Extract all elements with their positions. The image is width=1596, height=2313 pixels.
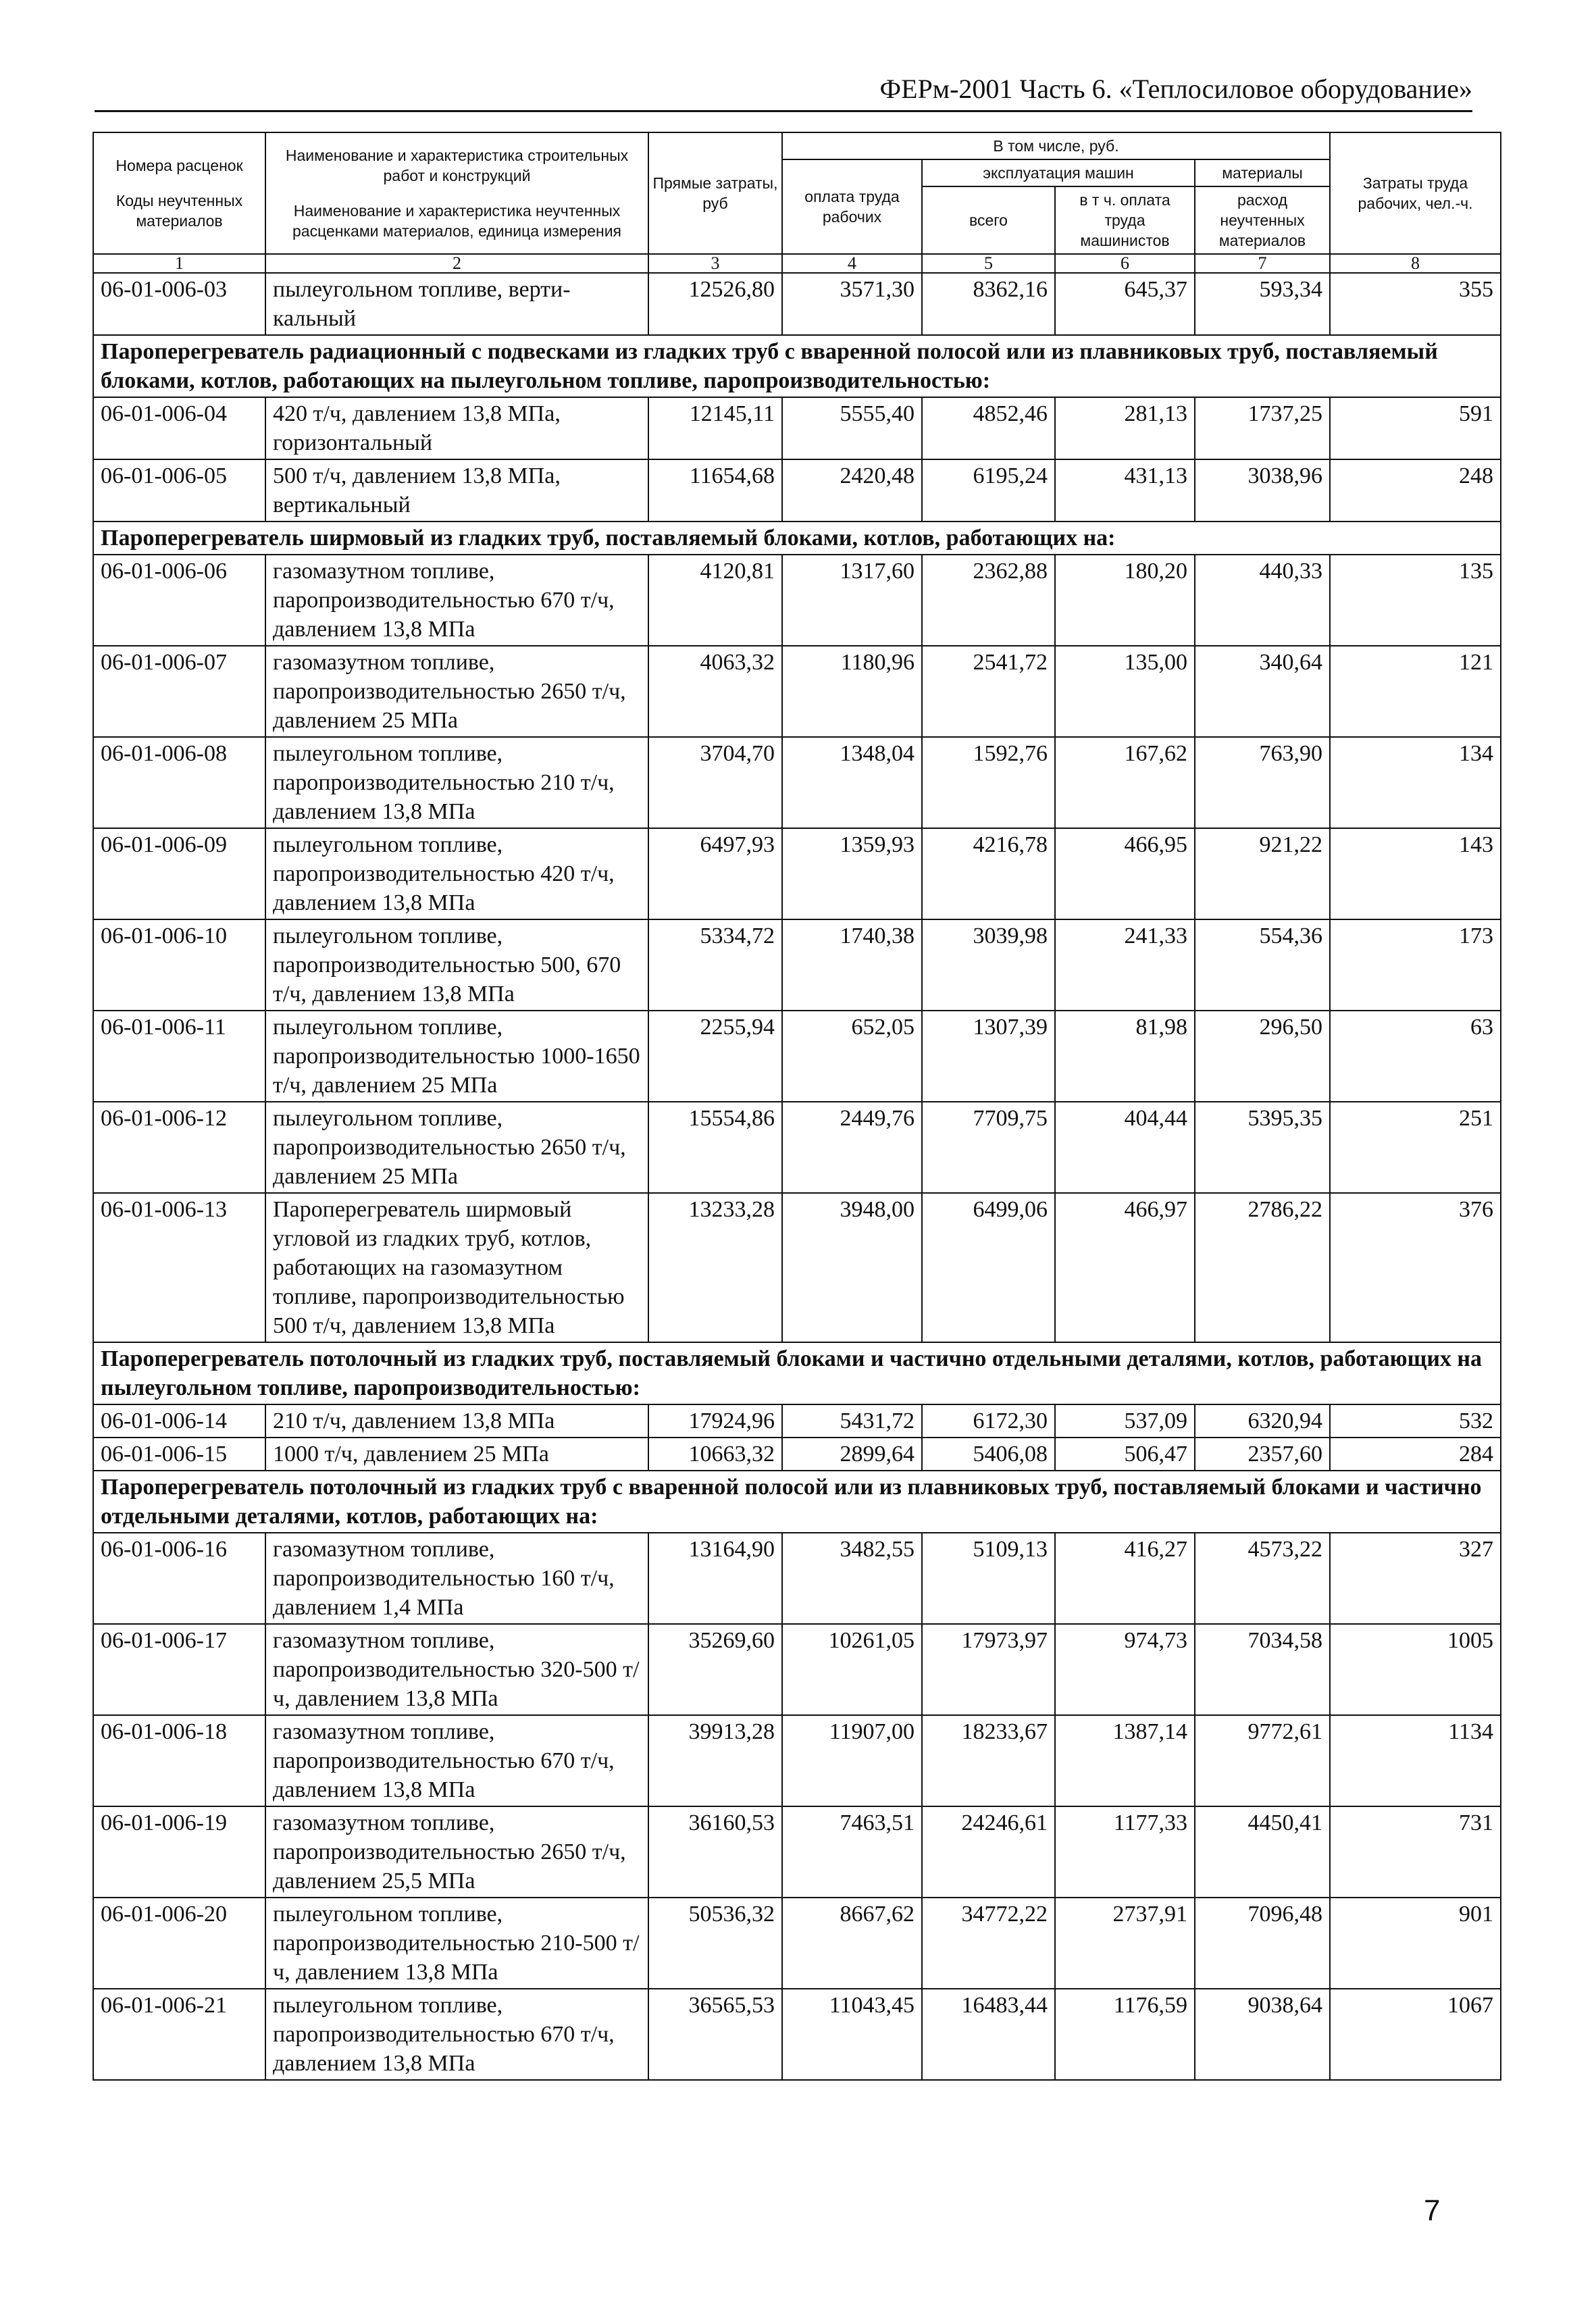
column-number: 3 <box>648 254 782 273</box>
labor-cost: 2420,48 <box>782 459 922 522</box>
materials-cost: 340,64 <box>1195 646 1330 737</box>
direct-cost: 2255,94 <box>648 1011 782 1102</box>
table-row <box>93 1011 1501 1102</box>
labor-hours: 376 <box>1330 1193 1501 1342</box>
direct-cost: 3704,70 <box>648 737 782 828</box>
labor-cost: 7463,51 <box>782 1806 922 1898</box>
section-heading: Пароперегреватель ширмовый из гладких труб, поставляемый блоками, котлов, работающих на: <box>93 522 1501 555</box>
labor-cost: 3571,30 <box>782 273 922 335</box>
rate-code: 06-01-006-13 <box>93 1193 265 1342</box>
col-mat-header: расход неучтенных материалов <box>1195 186 1330 254</box>
labor-cost: 11043,45 <box>782 1989 922 2080</box>
work-name: газомазутном топливе, паропроизводительностью 670 т/ч, давлением 13,8 МПа <box>265 1715 648 1806</box>
direct-cost: 5334,72 <box>648 919 782 1011</box>
table-header <box>93 132 1501 273</box>
labor-hours: 327 <box>1330 1533 1501 1624</box>
machinist-labor-cost: 537,09 <box>1055 1404 1195 1438</box>
labor-cost: 1180,96 <box>782 646 922 737</box>
table-row <box>93 828 1501 919</box>
machine-cost: 4852,46 <box>922 397 1055 459</box>
materials-cost: 296,50 <box>1195 1011 1330 1102</box>
labor-cost: 2899,64 <box>782 1438 922 1471</box>
machine-cost: 6499,06 <box>922 1193 1055 1342</box>
rate-code: 06-01-006-19 <box>93 1806 265 1898</box>
table-row <box>93 1193 1501 1342</box>
labor-hours: 731 <box>1330 1806 1501 1898</box>
machinist-labor-cost: 645,37 <box>1055 273 1195 335</box>
machine-cost: 34772,22 <box>922 1898 1055 1989</box>
page-header: ФЕРм-2001 Часть 6. «Теплосиловое оборудование» <box>95 73 1472 112</box>
labor-hours: 1134 <box>1330 1715 1501 1806</box>
section-heading-row <box>93 1342 1501 1404</box>
labor-hours: 121 <box>1330 646 1501 737</box>
materials-cost: 440,33 <box>1195 555 1330 646</box>
labor-cost: 5431,72 <box>782 1404 922 1438</box>
table-row <box>93 1438 1501 1471</box>
work-name: пылеугольном топливе, верти-кальный <box>265 273 648 335</box>
labor-hours: 134 <box>1330 737 1501 828</box>
labor-cost: 10261,05 <box>782 1624 922 1715</box>
rate-code: 06-01-006-03 <box>93 273 265 335</box>
machine-cost: 17973,97 <box>922 1624 1055 1715</box>
section-heading-row <box>93 1471 1501 1533</box>
labor-cost: 11907,00 <box>782 1715 922 1806</box>
work-name: пылеугольном топливе, паропроизводительностью 420 т/ч, давлением 13,8 МПа <box>265 828 648 919</box>
section-heading-row <box>93 522 1501 555</box>
rate-code: 06-01-006-17 <box>93 1624 265 1715</box>
labor-hours: 251 <box>1330 1102 1501 1193</box>
direct-cost: 36160,53 <box>648 1806 782 1898</box>
column-number: 4 <box>782 254 922 273</box>
work-name: пылеугольном топливе, паропроизводительностью 210-500 т/ч, давлением 13,8 МПа <box>265 1898 648 1989</box>
labor-cost: 8667,62 <box>782 1898 922 1989</box>
machine-cost: 3039,98 <box>922 919 1055 1011</box>
materials-cost: 2786,22 <box>1195 1193 1330 1342</box>
labor-hours: 284 <box>1330 1438 1501 1471</box>
machinist-labor-cost: 1387,14 <box>1055 1715 1195 1806</box>
table-row <box>93 555 1501 646</box>
machine-cost: 18233,67 <box>922 1715 1055 1806</box>
labor-hours: 143 <box>1330 828 1501 919</box>
col-mach-total-header: всего <box>922 186 1055 254</box>
section-heading: Пароперегреватель потолочный из гладких труб, поставляемый блоками и частично отдельными деталями, котлов, работающих на пылеугольном топливе, паропроизводительностью: <box>93 1342 1501 1404</box>
rate-code: 06-01-006-08 <box>93 737 265 828</box>
col-labor-header: оплата труда рабочих <box>782 159 922 254</box>
machine-cost: 6172,30 <box>922 1404 1055 1438</box>
work-name: газомазутном топливе, паропроизводительностью 2650 т/ч, давлением 25,5 МПа <box>265 1806 648 1898</box>
rate-code: 06-01-006-05 <box>93 459 265 522</box>
col-including-header: В том числе, руб. <box>782 132 1330 159</box>
machine-cost: 5406,08 <box>922 1438 1055 1471</box>
section-heading-row <box>93 335 1501 397</box>
machinist-labor-cost: 81,98 <box>1055 1011 1195 1102</box>
table-row <box>93 273 1501 335</box>
direct-cost: 11654,68 <box>648 459 782 522</box>
column-numbers-row <box>93 254 1501 273</box>
machine-cost: 5109,13 <box>922 1533 1055 1624</box>
work-name: пылеугольном топливе, паропроизводительностью 210 т/ч, давлением 13,8 МПа <box>265 737 648 828</box>
materials-cost: 554,36 <box>1195 919 1330 1011</box>
materials-cost: 763,90 <box>1195 737 1330 828</box>
labor-cost: 5555,40 <box>782 397 922 459</box>
machinist-labor-cost: 1176,59 <box>1055 1989 1195 2080</box>
column-number: 1 <box>93 254 265 273</box>
machinist-labor-cost: 974,73 <box>1055 1624 1195 1715</box>
materials-cost: 9038,64 <box>1195 1989 1330 2080</box>
rates-table <box>93 132 1501 2081</box>
labor-cost: 1740,38 <box>782 919 922 1011</box>
machinist-labor-cost: 2737,91 <box>1055 1898 1195 1989</box>
col-mach-labor-header: в т ч. оплата труда машинистов <box>1055 186 1195 254</box>
machine-cost: 1307,39 <box>922 1011 1055 1102</box>
col-direct-header: Прямые затраты, руб <box>648 132 782 254</box>
machinist-labor-cost: 466,95 <box>1055 828 1195 919</box>
machine-cost: 16483,44 <box>922 1989 1055 2080</box>
materials-cost: 6320,94 <box>1195 1404 1330 1438</box>
labor-hours: 355 <box>1330 273 1501 335</box>
rate-code: 06-01-006-04 <box>93 397 265 459</box>
column-number: 7 <box>1195 254 1330 273</box>
machine-cost: 2362,88 <box>922 555 1055 646</box>
machine-cost: 2541,72 <box>922 646 1055 737</box>
labor-hours: 591 <box>1330 397 1501 459</box>
machine-cost: 6195,24 <box>922 459 1055 522</box>
work-name: пылеугольном топливе, паропроизводительностью 500, 670 т/ч, давлением 13,8 МПа <box>265 919 648 1011</box>
machine-cost: 8362,16 <box>922 273 1055 335</box>
table-row <box>93 1715 1501 1806</box>
table-body <box>93 273 1501 2080</box>
machinist-labor-cost: 416,27 <box>1055 1533 1195 1624</box>
direct-cost: 17924,96 <box>648 1404 782 1438</box>
table-row <box>93 1989 1501 2080</box>
table-row <box>93 737 1501 828</box>
work-name: 210 т/ч, давлением 13,8 МПа <box>265 1404 648 1438</box>
materials-cost: 2357,60 <box>1195 1438 1330 1471</box>
materials-cost: 7096,48 <box>1195 1898 1330 1989</box>
machine-cost: 24246,61 <box>922 1806 1055 1898</box>
rate-code: 06-01-006-21 <box>93 1989 265 2080</box>
rate-code: 06-01-006-10 <box>93 919 265 1011</box>
col-name-header: Наименование и характеристика строительных работ и конструкций Наименование и характеристика неучтенных расценками материалов, единица измерения <box>265 132 648 254</box>
direct-cost: 13164,90 <box>648 1533 782 1624</box>
labor-hours: 532 <box>1330 1404 1501 1438</box>
table-row <box>93 1624 1501 1715</box>
table-row <box>93 919 1501 1011</box>
table-row <box>93 1404 1501 1438</box>
labor-cost: 3482,55 <box>782 1533 922 1624</box>
table-row <box>93 1806 1501 1898</box>
labor-cost: 2449,76 <box>782 1102 922 1193</box>
work-name: газомазутном топливе, паропроизводительностью 2650 т/ч, давлением 25 МПа <box>265 646 648 737</box>
rate-code: 06-01-006-14 <box>93 1404 265 1438</box>
direct-cost: 35269,60 <box>648 1624 782 1715</box>
machinist-labor-cost: 506,47 <box>1055 1438 1195 1471</box>
direct-cost: 13233,28 <box>648 1193 782 1342</box>
materials-cost: 9772,61 <box>1195 1715 1330 1806</box>
materials-cost: 921,22 <box>1195 828 1330 919</box>
rate-code: 06-01-006-15 <box>93 1438 265 1471</box>
direct-cost: 10663,32 <box>648 1438 782 1471</box>
labor-hours: 248 <box>1330 459 1501 522</box>
work-name: пылеугольном топливе, паропроизводительностью 1000-1650 т/ч, давлением 25 МПа <box>265 1011 648 1102</box>
materials-cost: 3038,96 <box>1195 459 1330 522</box>
table-row <box>93 1533 1501 1624</box>
labor-cost: 3948,00 <box>782 1193 922 1342</box>
materials-cost: 593,34 <box>1195 273 1330 335</box>
col-hours-header: Затраты труда рабочих, чел.-ч. <box>1330 132 1501 254</box>
work-name: 420 т/ч, давлением 13,8 МПа, горизонтальный <box>265 397 648 459</box>
direct-cost: 4063,32 <box>648 646 782 737</box>
machinist-labor-cost: 135,00 <box>1055 646 1195 737</box>
column-number: 2 <box>265 254 648 273</box>
machine-cost: 4216,78 <box>922 828 1055 919</box>
col-code-header: Номера расценок Коды неучтенных материалов <box>93 132 265 254</box>
rate-code: 06-01-006-16 <box>93 1533 265 1624</box>
col-materials-header: материалы <box>1195 159 1330 186</box>
table-row <box>93 646 1501 737</box>
rate-code: 06-01-006-07 <box>93 646 265 737</box>
direct-cost: 50536,32 <box>648 1898 782 1989</box>
direct-cost: 4120,81 <box>648 555 782 646</box>
table-row <box>93 397 1501 459</box>
labor-hours: 901 <box>1330 1898 1501 1989</box>
table-row <box>93 1102 1501 1193</box>
section-heading: Пароперегреватель радиационный с подвесками из гладких труб с вваренной полосой или из плавниковых труб, поставляемый блоками, котлов, работающих на пылеугольном топливе, паропроизводительностью: <box>93 335 1501 397</box>
materials-cost: 5395,35 <box>1195 1102 1330 1193</box>
machinist-labor-cost: 466,97 <box>1055 1193 1195 1342</box>
direct-cost: 6497,93 <box>648 828 782 919</box>
machinist-labor-cost: 180,20 <box>1055 555 1195 646</box>
rate-code: 06-01-006-06 <box>93 555 265 646</box>
rate-code: 06-01-006-20 <box>93 1898 265 1989</box>
work-name: пылеугольном топливе, паропроизводительностью 2650 т/ч, давлением 25 МПа <box>265 1102 648 1193</box>
col-machines-header: эксплуатация машин <box>922 159 1195 186</box>
labor-cost: 652,05 <box>782 1011 922 1102</box>
machinist-labor-cost: 241,33 <box>1055 919 1195 1011</box>
materials-cost: 4573,22 <box>1195 1533 1330 1624</box>
labor-cost: 1348,04 <box>782 737 922 828</box>
work-name: газомазутном топливе, паропроизводительностью 670 т/ч, давлением 13,8 МПа <box>265 555 648 646</box>
column-number: 6 <box>1055 254 1195 273</box>
materials-cost: 7034,58 <box>1195 1624 1330 1715</box>
materials-cost: 4450,41 <box>1195 1806 1330 1898</box>
direct-cost: 36565,53 <box>648 1989 782 2080</box>
table-row <box>93 1898 1501 1989</box>
table-row <box>93 459 1501 522</box>
labor-cost: 1359,93 <box>782 828 922 919</box>
rate-code: 06-01-006-12 <box>93 1102 265 1193</box>
labor-cost: 1317,60 <box>782 555 922 646</box>
work-name: газомазутном топливе, паропроизводительностью 160 т/ч, давлением 1,4 МПа <box>265 1533 648 1624</box>
column-number: 5 <box>922 254 1055 273</box>
labor-hours: 135 <box>1330 555 1501 646</box>
work-name: Пароперегреватель ширмовый угловой из гладких труб, котлов, работающих на газомазутном топливе, паропроизводительностью 500 т/ч, давлением 13,8 МПа <box>265 1193 648 1342</box>
machine-cost: 7709,75 <box>922 1102 1055 1193</box>
rate-code: 06-01-006-09 <box>93 828 265 919</box>
labor-hours: 1067 <box>1330 1989 1501 2080</box>
column-number: 8 <box>1330 254 1501 273</box>
work-name: пылеугольном топливе, паропроизводительностью 670 т/ч, давлением 13,8 МПа <box>265 1989 648 2080</box>
materials-cost: 1737,25 <box>1195 397 1330 459</box>
machinist-labor-cost: 404,44 <box>1055 1102 1195 1193</box>
work-name: 500 т/ч, давлением 13,8 МПа, вертикальный <box>265 459 648 522</box>
rate-code: 06-01-006-18 <box>93 1715 265 1806</box>
labor-hours: 1005 <box>1330 1624 1501 1715</box>
section-heading: Пароперегреватель потолочный из гладких труб с вваренной полосой или из плавниковых труб, поставляемый блоками и частично отдельными деталями, котлов, работающих на: <box>93 1471 1501 1533</box>
machinist-labor-cost: 167,62 <box>1055 737 1195 828</box>
direct-cost: 12145,11 <box>648 397 782 459</box>
labor-hours: 63 <box>1330 1011 1501 1102</box>
labor-hours: 173 <box>1330 919 1501 1011</box>
machinist-labor-cost: 281,13 <box>1055 397 1195 459</box>
machinist-labor-cost: 1177,33 <box>1055 1806 1195 1898</box>
rate-code: 06-01-006-11 <box>93 1011 265 1102</box>
machine-cost: 1592,76 <box>922 737 1055 828</box>
work-name: газомазутном топливе, паропроизводительностью 320-500 т/ч, давлением 13,8 МПа <box>265 1624 648 1715</box>
page-number: 7 <box>1424 2194 1441 2227</box>
direct-cost: 12526,80 <box>648 273 782 335</box>
direct-cost: 15554,86 <box>648 1102 782 1193</box>
direct-cost: 39913,28 <box>648 1715 782 1806</box>
machinist-labor-cost: 431,13 <box>1055 459 1195 522</box>
work-name: 1000 т/ч, давлением 25 МПа <box>265 1438 648 1471</box>
